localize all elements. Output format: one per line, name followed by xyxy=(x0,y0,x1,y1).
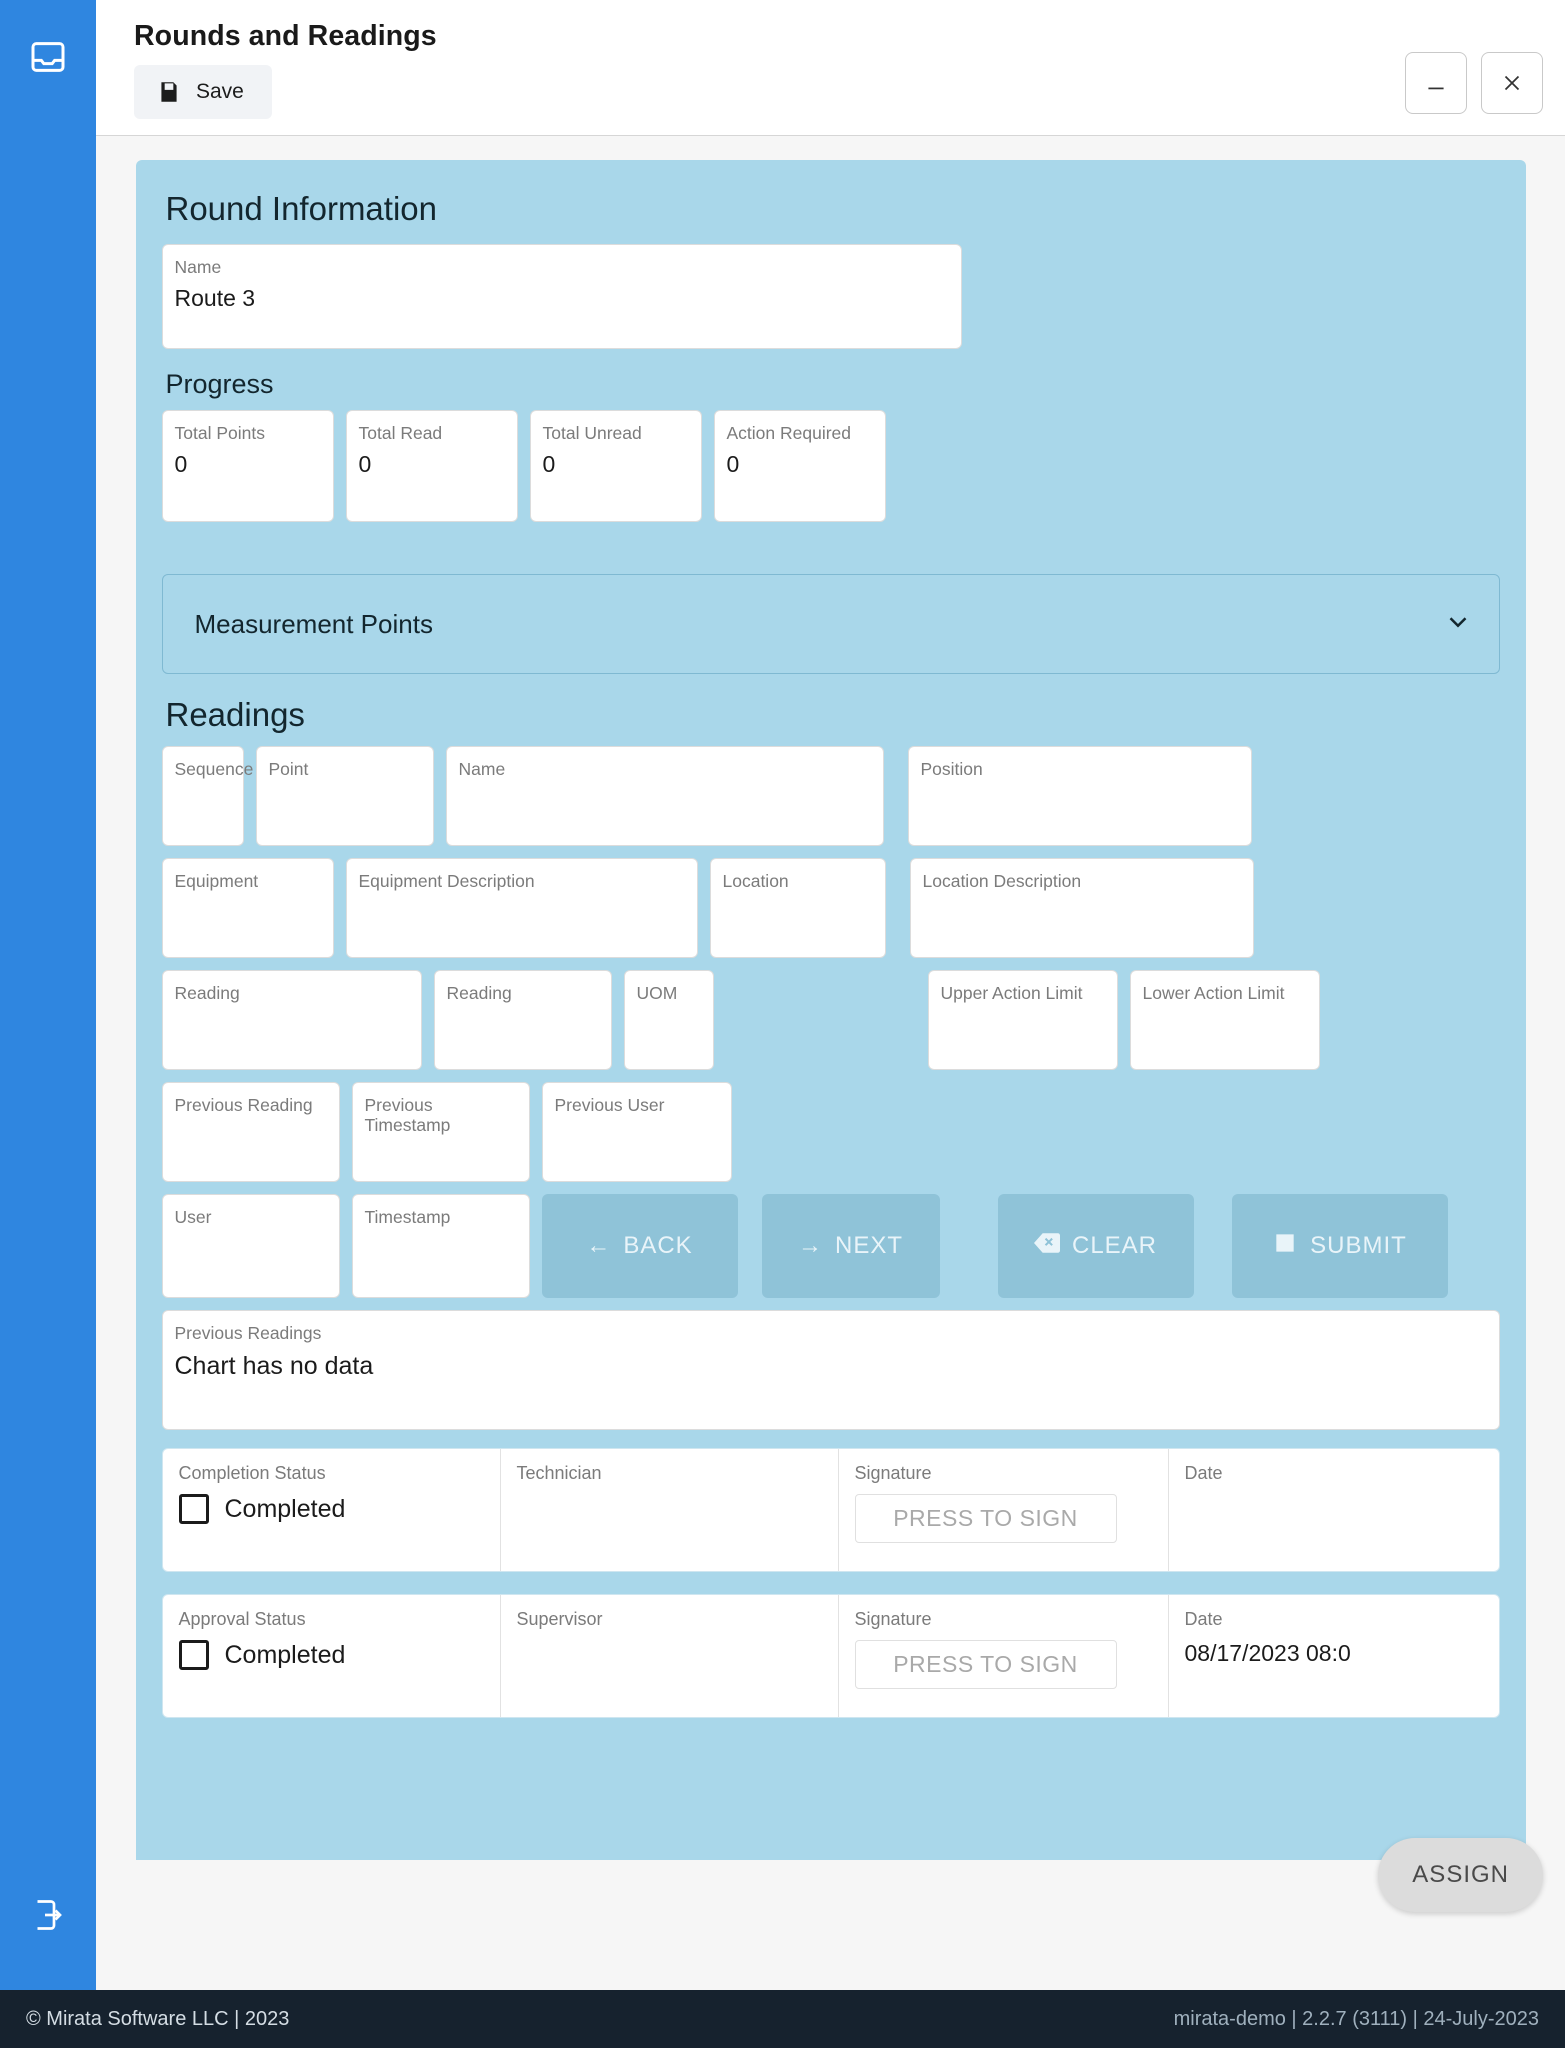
footer-copyright: © Mirata Software LLC | 2023 xyxy=(26,2007,290,2030)
previous-readings-value: Chart has no data xyxy=(174,1352,374,1381)
technician-signature-button[interactable]: PRESS TO SIGN xyxy=(855,1494,1117,1543)
technician-label: Technician xyxy=(516,1463,602,1483)
position-label: Position xyxy=(920,759,983,779)
total-unread-value: 0 xyxy=(542,451,556,478)
approval-status-checkrow[interactable] xyxy=(179,1640,484,1670)
back-button-label: BACK xyxy=(623,1232,693,1259)
reading-primary-label: Reading xyxy=(174,983,240,1003)
completion-status-checkrow[interactable] xyxy=(179,1494,484,1524)
progress-title: Progress xyxy=(165,369,274,399)
location-description-field[interactable] xyxy=(910,858,1254,958)
approval-status-checkbox[interactable] xyxy=(179,1640,209,1670)
readings-title: Readings xyxy=(165,696,305,733)
approval-status-checkbox-label: Completed xyxy=(224,1640,346,1669)
approval-date-cell[interactable] xyxy=(1169,1595,1499,1717)
supervisor-signature-label: Signature xyxy=(854,1609,932,1629)
point-label: Point xyxy=(268,759,309,779)
round-name-label: Name xyxy=(174,257,222,277)
minimize-button[interactable] xyxy=(1405,52,1467,114)
supervisor-signature-cell[interactable] xyxy=(839,1595,1169,1717)
action-required-field xyxy=(714,410,886,522)
user-field[interactable] xyxy=(162,1194,340,1298)
submit-button[interactable] xyxy=(1232,1194,1448,1298)
logout-icon[interactable] xyxy=(25,1892,71,1938)
readings-row-3-spacer xyxy=(726,970,916,1070)
completion-status-checkbox[interactable] xyxy=(179,1494,209,1524)
previous-reading-field[interactable] xyxy=(162,1082,340,1182)
measurement-points-accordion[interactable] xyxy=(162,574,1500,674)
readings-row-1 xyxy=(162,746,1500,846)
completion-status-label: Completion Status xyxy=(178,1463,326,1483)
save-button-label: Save xyxy=(196,80,244,103)
back-arrow-icon: ← xyxy=(586,1232,612,1259)
footer-bar xyxy=(0,1990,1565,2048)
upper-action-limit-label: Upper Action Limit xyxy=(940,983,1083,1003)
window-header xyxy=(96,0,1565,136)
reading-name-label: Name xyxy=(458,759,506,779)
round-name-value: Route 3 xyxy=(174,285,256,312)
approval-card xyxy=(162,1594,1500,1718)
content-area xyxy=(96,0,1565,1990)
previous-reading-label: Previous Reading xyxy=(174,1095,313,1115)
footer-version: mirata-demo | 2.2.7 (3111) | 24-July-2023 xyxy=(1173,2007,1539,2030)
total-read-label: Total Read xyxy=(358,423,443,443)
technician-date-cell[interactable] xyxy=(1169,1449,1499,1571)
approval-date-value: 08/17/2023 08:0 xyxy=(1184,1640,1351,1666)
save-button[interactable] xyxy=(134,65,272,119)
backspace-icon xyxy=(1034,1232,1060,1261)
lower-action-limit-label: Lower Action Limit xyxy=(1142,983,1285,1003)
supervisor-cell[interactable] xyxy=(501,1595,839,1717)
location-description-label: Location Description xyxy=(922,871,1082,891)
total-read-field xyxy=(346,410,518,522)
reading-primary-field[interactable] xyxy=(162,970,422,1070)
next-arrow-icon: → xyxy=(797,1232,823,1259)
previous-user-field[interactable] xyxy=(542,1082,732,1182)
sequence-field[interactable] xyxy=(162,746,254,846)
assign-button[interactable]: ASSIGN xyxy=(1378,1838,1543,1912)
readings-row-5 xyxy=(162,1194,1500,1298)
timestamp-field[interactable] xyxy=(352,1194,530,1298)
equipment-description-label: Equipment Description xyxy=(358,871,535,891)
approval-status-cell xyxy=(163,1595,501,1717)
completion-status-cell xyxy=(163,1449,501,1571)
previous-readings-label: Previous Readings xyxy=(174,1323,322,1343)
page-title: Rounds and Readings xyxy=(134,20,437,52)
next-button[interactable] xyxy=(762,1194,940,1298)
previous-timestamp-field[interactable] xyxy=(352,1082,530,1182)
total-points-field xyxy=(162,410,334,522)
clear-button-label: CLEAR xyxy=(1071,1232,1158,1259)
equipment-description-field[interactable] xyxy=(346,858,698,958)
timestamp-label: Timestamp xyxy=(364,1207,451,1227)
completion-status-checkbox-label: Completed xyxy=(224,1494,346,1523)
back-button[interactable] xyxy=(542,1194,738,1298)
submit-button-label: SUBMIT xyxy=(1310,1232,1407,1259)
equipment-label: Equipment xyxy=(174,871,259,891)
save-icon xyxy=(156,79,182,105)
previous-readings-chart xyxy=(162,1310,1500,1430)
uom-label: UOM xyxy=(636,983,678,1003)
inbox-icon[interactable] xyxy=(25,34,71,80)
location-field[interactable] xyxy=(710,858,886,958)
total-unread-field xyxy=(530,410,702,522)
total-read-value: 0 xyxy=(358,451,372,478)
round-information-title: Round Information xyxy=(165,190,437,227)
action-required-value: 0 xyxy=(726,451,740,478)
close-button[interactable] xyxy=(1481,52,1543,114)
total-unread-label: Total Unread xyxy=(542,423,642,443)
left-rail xyxy=(0,0,96,1990)
readings-row-2 xyxy=(162,858,1500,958)
approval-date-label: Date xyxy=(1184,1609,1223,1629)
reading-secondary-label: Reading xyxy=(446,983,512,1003)
main-scroll-region[interactable] xyxy=(96,136,1565,1990)
round-name-field[interactable] xyxy=(162,244,962,349)
uom-field[interactable] xyxy=(624,970,714,1070)
total-points-value: 0 xyxy=(174,451,188,478)
location-label: Location xyxy=(722,871,789,891)
equipment-field[interactable] xyxy=(162,858,334,958)
point-field[interactable] xyxy=(256,746,434,846)
window-controls xyxy=(1405,52,1543,114)
technician-signature-label: Signature xyxy=(854,1463,932,1483)
measurement-points-label: Measurement Points xyxy=(194,608,433,639)
reading-name-field[interactable] xyxy=(446,746,884,846)
previous-user-label: Previous User xyxy=(554,1095,665,1115)
progress-row xyxy=(162,410,1500,522)
round-panel xyxy=(136,160,1526,1860)
submit-check-icon xyxy=(1272,1230,1298,1263)
clear-button[interactable] xyxy=(998,1194,1194,1298)
chevron-down-icon[interactable] xyxy=(1443,607,1473,642)
position-field[interactable] xyxy=(908,746,1252,846)
user-label: User xyxy=(174,1207,212,1227)
supervisor-label: Supervisor xyxy=(516,1609,603,1629)
next-button-label: NEXT xyxy=(834,1232,903,1259)
readings-row-4 xyxy=(162,1082,1500,1182)
technician-date-label: Date xyxy=(1184,1463,1223,1483)
sequence-label: Sequence xyxy=(174,759,254,779)
previous-timestamp-label: Previous Timestamp xyxy=(364,1095,451,1136)
readings-row-3 xyxy=(162,970,1500,1070)
upper-action-limit-field[interactable] xyxy=(928,970,1118,1070)
approval-status-label: Approval Status xyxy=(178,1609,306,1629)
supervisor-signature-button[interactable]: PRESS TO SIGN xyxy=(855,1640,1117,1689)
reading-secondary-field[interactable] xyxy=(434,970,612,1070)
total-points-label: Total Points xyxy=(174,423,265,443)
completion-card xyxy=(162,1448,1500,1572)
technician-cell[interactable] xyxy=(501,1449,839,1571)
technician-signature-cell[interactable] xyxy=(839,1449,1169,1571)
lower-action-limit-field[interactable] xyxy=(1130,970,1320,1070)
action-required-label: Action Required xyxy=(726,423,852,443)
